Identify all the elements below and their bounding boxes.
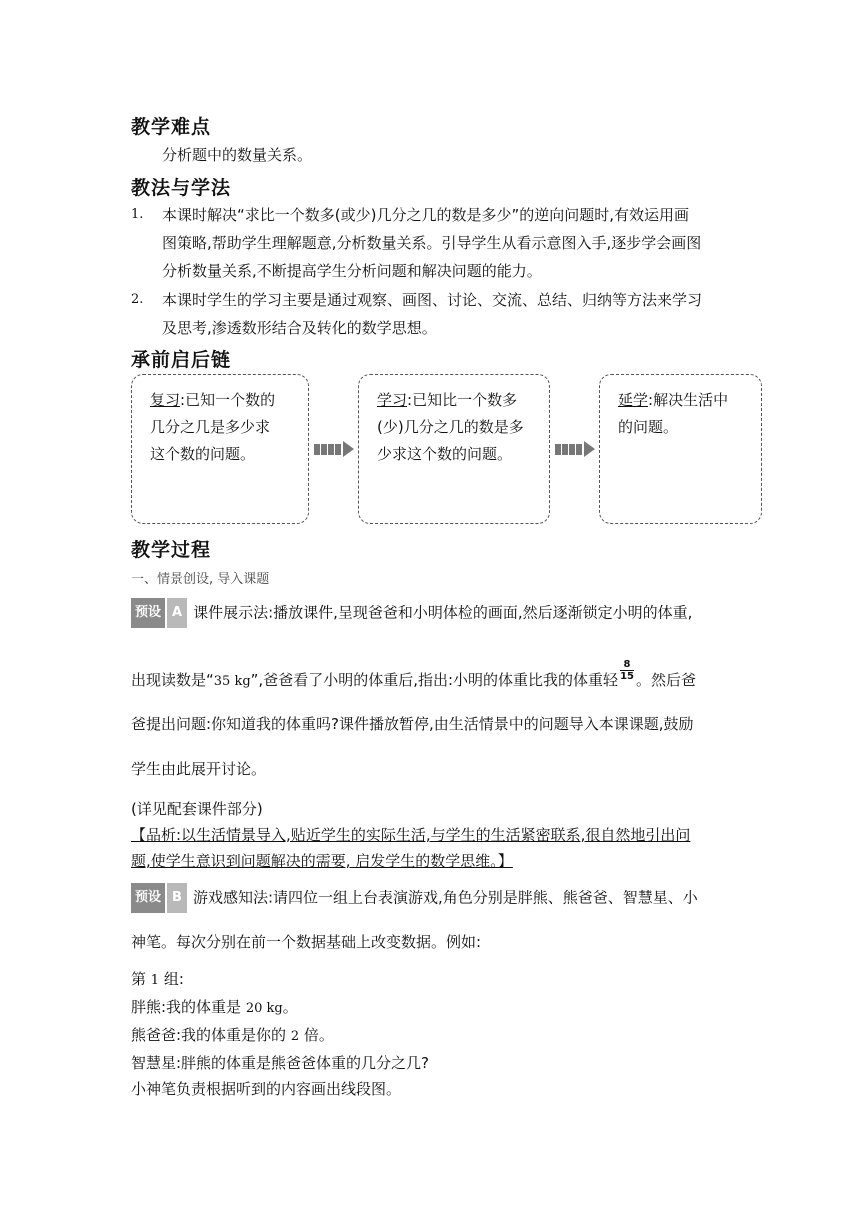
text-span: 。然后爸 — [636, 671, 697, 689]
group-line-3: 智慧星:胖熊的体重是熊爸爸体重的几分之几? — [131, 1054, 430, 1072]
preset-a-badge: 预设 A — [131, 598, 187, 628]
text-line: (少)几分之几的数是多 — [377, 418, 524, 436]
box-label: 复习 — [150, 391, 181, 409]
methods-item-1 — [162, 201, 701, 285]
list-number: 1. — [131, 207, 144, 222]
text-line: 【品析:以生活情景导入,贴近学生的实际生活,与学生的生活紧密联系,很自然地引出问 — [131, 826, 691, 844]
heading-difficulty: 教学难点 — [131, 116, 212, 138]
box-label: 学习 — [377, 391, 408, 409]
group-line-4: 小神笔负责根据听到的内容画出线段图。 — [131, 1080, 402, 1098]
weight-value: 35 kg — [213, 674, 251, 689]
group-1-example — [131, 966, 429, 1102]
text-line: 几分之几是多少求 — [150, 418, 271, 436]
preset-a-line-1 — [131, 598, 692, 628]
preset-a-line-4: 学生由此展开讨论。 — [131, 760, 267, 778]
text-line: :已知比一个数多 — [407, 391, 518, 409]
text-line: 的问题。 — [618, 418, 679, 436]
fraction — [620, 659, 634, 682]
methods-item-2 — [162, 286, 702, 342]
chain-box-learn — [358, 374, 550, 524]
heading-methods: 教法与学法 — [131, 177, 232, 199]
text-line: :解决生活中 — [648, 391, 729, 409]
text-line: 分析数量关系,不断提高学生分析问题和解决问题的能力。 — [162, 262, 542, 280]
preset-a-line-2 — [131, 659, 697, 700]
text-line: 少求这个数的问题。 — [377, 445, 513, 463]
text-line: 这个数的问题。 — [150, 445, 256, 463]
text-line: 及思考,渗透数形结合及转化的数学思想。 — [162, 319, 437, 337]
difficulty-text: 分析题中的数量关系。 — [162, 146, 313, 164]
text-line: 本课时解决“求比一个数多(或少)几分之几的数是多少”的逆向问题时,有效运用画 — [162, 206, 690, 224]
chain-box-review — [131, 374, 309, 524]
preset-b-line-2: 神笔。每次分别在前一个数据基础上改变数据。例如: — [131, 933, 482, 951]
text-line: :已知一个数的 — [180, 391, 276, 409]
heading-process: 教学过程 — [131, 539, 212, 561]
arrow-right-icon — [555, 441, 595, 457]
analysis-note — [131, 822, 690, 874]
text-line: 游戏感知法:请四位一组上台表演游戏,角色分别是胖熊、熊爸爸、智慧星、小 — [192, 888, 698, 907]
text-span: ”,爸爸看了小明的体重后,指出:小明的体重比我的体重轻 — [250, 671, 619, 689]
fraction-denominator: 15 — [620, 671, 634, 682]
arrow-right-icon — [314, 441, 354, 457]
list-number: 2. — [131, 292, 144, 307]
preset-b-badge: 预设 B — [131, 883, 187, 913]
group-title: 第 1 组: — [131, 970, 184, 988]
heading-chain: 承前启后链 — [131, 349, 232, 371]
text-line: 课件展示法:播放课件,呈现爸爸和小明体检的画面,然后逐渐锁定小明的体重, — [193, 603, 693, 622]
process-subtitle: 一、情景创设, 导入课题 — [131, 572, 270, 587]
group-line-2: 熊爸爸:我的体重是你的 2 倍。 — [131, 1026, 334, 1044]
chain-box-extend — [599, 374, 762, 524]
text-span: 出现读数是“ — [131, 671, 214, 689]
text-line: 题,使学生意识到问题解决的需要, 启发学生的数学思维。】 — [131, 852, 513, 870]
preset-a-line-3: 爸提出问题:你知道我的体重吗?课件播放暂停,由生活情景中的问题导入本课课题,鼓励 — [131, 715, 694, 733]
box-label: 延学 — [618, 391, 649, 409]
group-line-1: 胖熊:我的体重是 20 kg。 — [131, 998, 298, 1016]
fraction-numerator: 8 — [623, 659, 631, 670]
courseware-note: (详见配套课件部分) — [131, 800, 263, 818]
preset-b-line-1 — [131, 883, 698, 913]
text-line: 图策略,帮助学生理解题意,分析数量关系。引导学生从看示意图入手,逐步学会画图 — [162, 234, 702, 252]
text-line: 本课时学生的学习主要是通过观察、画图、讨论、交流、总结、归纳等方法来学习 — [162, 291, 703, 309]
